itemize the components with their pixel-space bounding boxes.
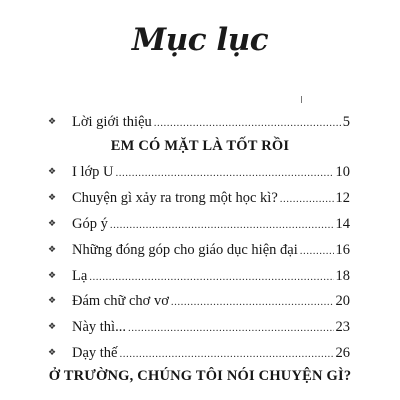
dot-leader	[154, 114, 341, 132]
diamond-bullet-icon: ❖	[48, 166, 57, 176]
dot-leader	[171, 293, 334, 311]
stray-mark	[301, 96, 302, 103]
entry-title: Những đóng góp cho giáo dục hiện đại	[72, 242, 298, 258]
dot-leader	[300, 242, 334, 260]
toc-entry[interactable]	[48, 241, 350, 259]
entry-title: Đám chữ chơ vơ	[72, 293, 169, 309]
section-heading: Ở TRƯỜNG, CHÚNG TÔI NÓI CHUYỆN GÌ?	[48, 368, 352, 384]
diamond-bullet-icon: ❖	[48, 347, 57, 357]
entry-page-number: 12	[335, 190, 350, 206]
toc-entry[interactable]	[48, 113, 350, 131]
toc-entry[interactable]	[48, 163, 350, 181]
entry-title: Góp ý	[72, 216, 108, 232]
entry-page-number: 20	[335, 293, 350, 309]
entry-page-number: 16	[335, 242, 350, 258]
dot-leader	[116, 164, 334, 182]
toc-entry[interactable]	[48, 344, 350, 362]
entry-title: Lời giới thiệu	[72, 114, 152, 130]
entry-page-number: 14	[335, 216, 350, 232]
entry-title: Chuyện gì xảy ra trong một học kì?	[72, 190, 278, 206]
entry-title: Dạy thế	[72, 345, 118, 361]
entry-title: Lạ	[72, 268, 88, 284]
entry-page-number: 18	[335, 268, 350, 284]
toc-entry[interactable]	[48, 318, 350, 336]
toc-entry[interactable]	[48, 267, 350, 285]
entry-page-number: 26	[335, 345, 350, 361]
toc-entry[interactable]	[48, 215, 350, 233]
toc-entry[interactable]	[48, 189, 350, 207]
dot-leader	[89, 268, 333, 286]
dot-leader	[128, 319, 334, 337]
diamond-bullet-icon: ❖	[48, 244, 57, 254]
dot-leader	[120, 345, 334, 363]
entry-title: Này thì...	[72, 319, 126, 335]
diamond-bullet-icon: ❖	[48, 192, 57, 202]
entry-title: I lớp U	[72, 164, 114, 180]
diamond-bullet-icon: ❖	[48, 270, 57, 280]
dot-leader	[280, 190, 334, 208]
diamond-bullet-icon: ❖	[48, 295, 57, 305]
diamond-bullet-icon: ❖	[48, 116, 57, 126]
entry-page-number: 10	[335, 164, 350, 180]
diamond-bullet-icon: ❖	[48, 218, 57, 228]
page-title: Mục lục	[131, 22, 269, 58]
section-heading: EM CÓ MẶT LÀ TỐT RỒI	[110, 138, 290, 154]
dot-leader	[110, 216, 334, 234]
entry-page-number: 23	[335, 319, 350, 335]
entry-page-number: 5	[342, 114, 350, 130]
toc-entry[interactable]	[48, 292, 350, 310]
diamond-bullet-icon: ❖	[48, 321, 57, 331]
